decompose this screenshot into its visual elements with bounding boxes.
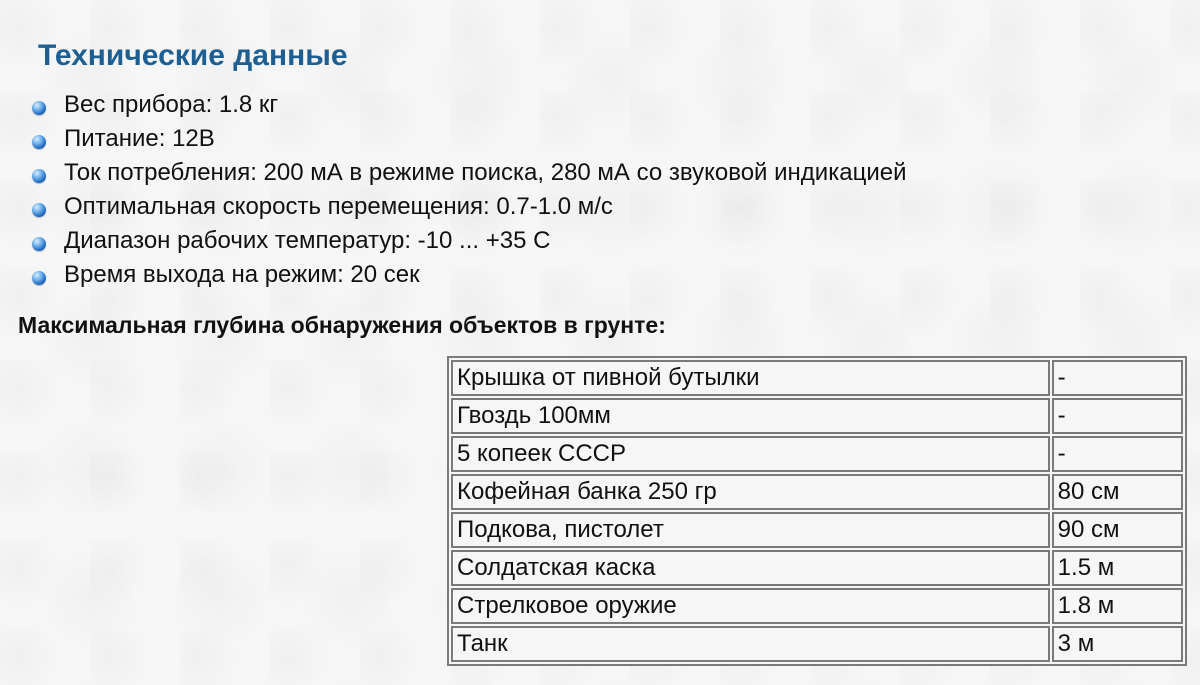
spec-text: Оптимальная скорость перемещения: 0.7-1.0 м/с (64, 193, 613, 220)
object-cell: 5 копеек СССР (451, 436, 1050, 472)
depth-cell: 1.8 м (1052, 588, 1183, 624)
bullet-icon (32, 237, 46, 251)
bullet-icon (32, 135, 46, 149)
object-cell: Кофейная банка 250 гр (451, 474, 1050, 510)
spec-item (28, 224, 906, 258)
object-cell: Танк (451, 626, 1050, 662)
table-row (451, 588, 1183, 624)
table-row (451, 512, 1183, 548)
spec-item (28, 88, 906, 122)
table-row (451, 474, 1183, 510)
spec-item (28, 156, 906, 190)
object-cell: Крышка от пивной бутылки (451, 360, 1050, 396)
bullet-icon (32, 203, 46, 217)
bullet-icon (32, 169, 46, 183)
object-cell: Солдатская каска (451, 550, 1050, 586)
object-cell: Гвоздь 100мм (451, 398, 1050, 434)
depth-cell: - (1052, 360, 1183, 396)
object-cell: Стрелковое оружие (451, 588, 1050, 624)
depth-cell: 90 см (1052, 512, 1183, 548)
depth-cell: 3 м (1052, 626, 1183, 662)
table-row (451, 398, 1183, 434)
depth-cell: - (1052, 436, 1183, 472)
depth-table (447, 356, 1187, 666)
table-row (451, 626, 1183, 662)
bullet-icon (32, 101, 46, 115)
spec-item (28, 122, 906, 156)
bullet-icon (32, 271, 46, 285)
page-title: Технические данные (38, 39, 348, 72)
spec-item (28, 190, 906, 224)
depth-cell: - (1052, 398, 1183, 434)
object-cell: Подкова, пистолет (451, 512, 1050, 548)
spec-text: Время выхода на режим: 20 сек (64, 261, 420, 288)
table-row (451, 550, 1183, 586)
spec-item (28, 258, 906, 292)
depth-section-title: Максимальная глубина обнаружения объектов в грунте: (18, 312, 666, 338)
spec-list (28, 88, 906, 292)
spec-text: Диапазон рабочих температур: -10 ... +35 С (64, 227, 551, 254)
depth-cell: 80 см (1052, 474, 1183, 510)
depth-cell: 1.5 м (1052, 550, 1183, 586)
spec-text: Вес прибора: 1.8 кг (64, 91, 279, 118)
spec-text: Ток потребления: 200 мА в режиме поиска, 280 мА со звуковой индикацией (64, 159, 907, 186)
table-row (451, 436, 1183, 472)
spec-text: Питание: 12В (64, 125, 215, 152)
table-row (451, 360, 1183, 396)
